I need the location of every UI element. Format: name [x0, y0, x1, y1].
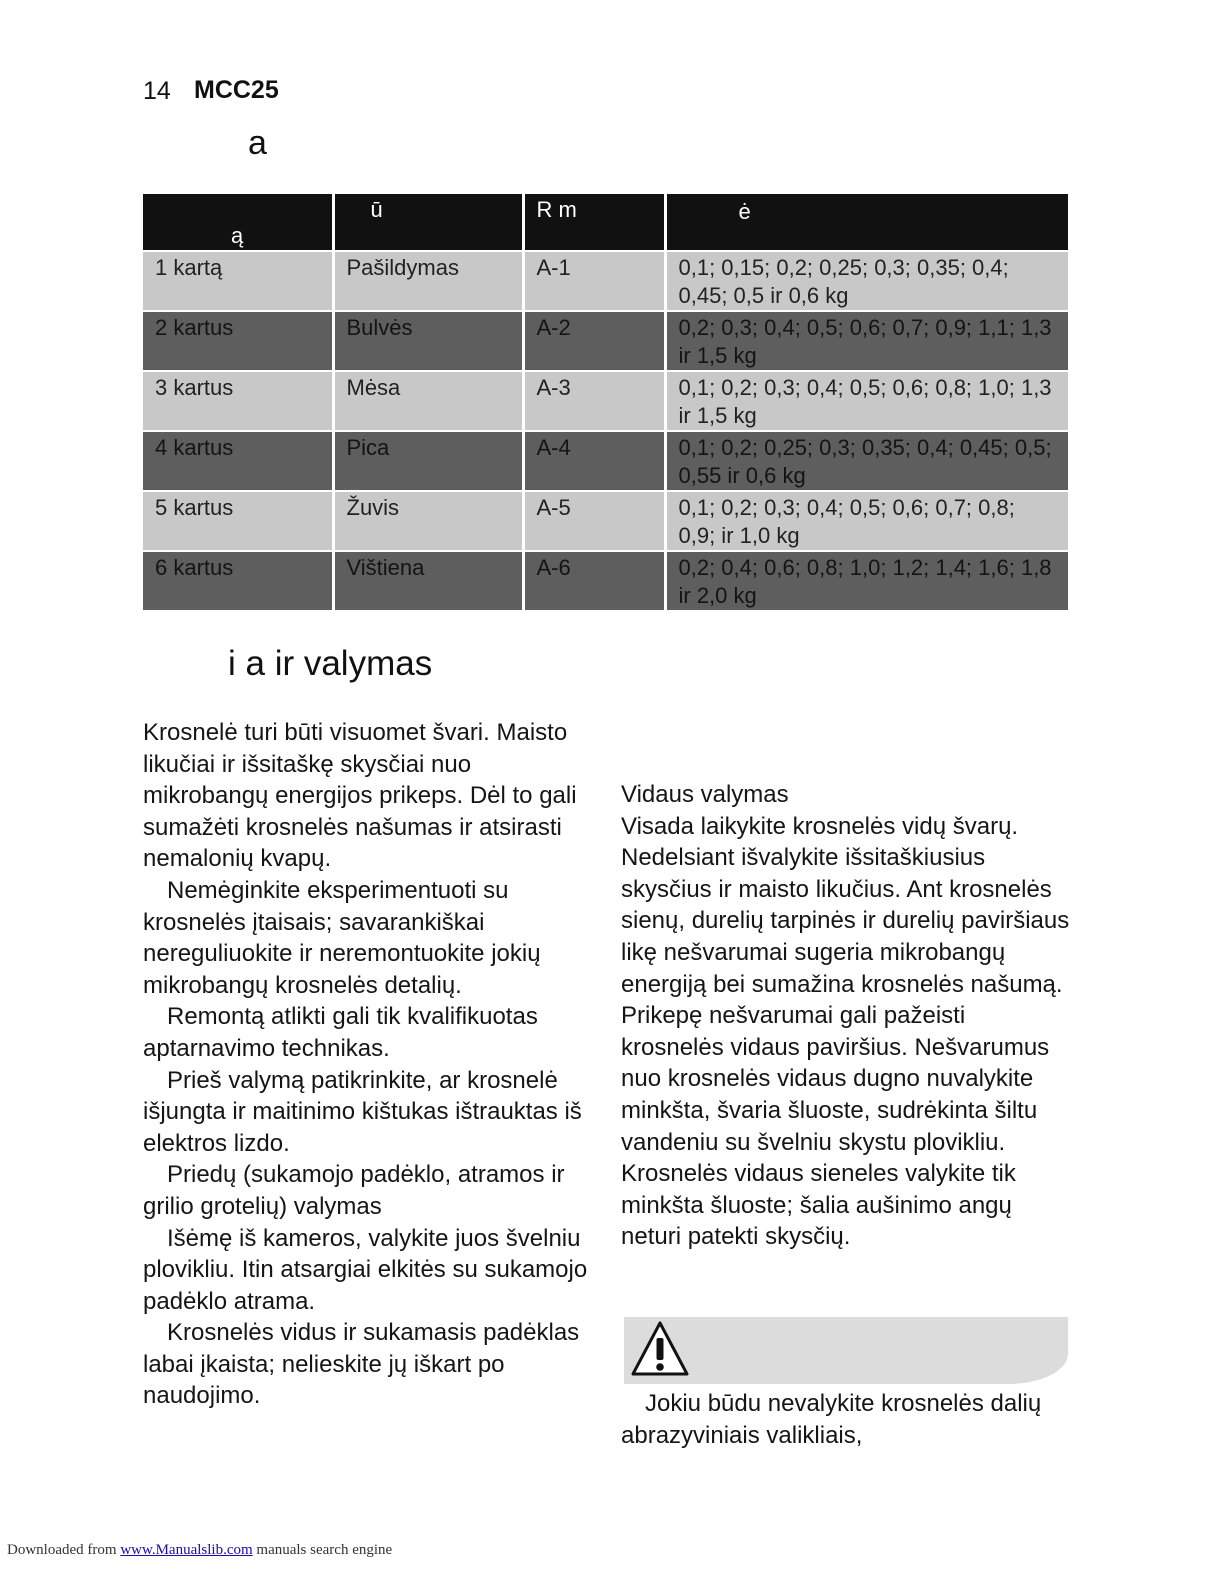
section-title-cleaning: i a ir valymas: [228, 644, 433, 683]
warning-text: [621, 1388, 1071, 1451]
page-number: 14: [143, 77, 171, 105]
footer-prefix: Downloaded from: [7, 1542, 121, 1558]
table-cell: 3 kartus: [143, 371, 333, 431]
footer-suffix: manuals search engine: [252, 1542, 393, 1558]
warning-triangle-icon: [630, 1320, 690, 1378]
subheading: Vidaus valymas: [621, 781, 789, 808]
table-row: [143, 371, 1068, 431]
table-cell: 5 kartus: [143, 491, 333, 551]
table-header-row: [143, 194, 1068, 251]
paragraph: Visada laikykite krosnelės vidų švarų. Nedelsiant išvalykite išsitaškiusius skysčius ir maisto likučius. Ant krosnelės sienų, durelių tarpinės ir durelių paviršiaus likę nešvarumai sugeria mikrobangų energiją bei sumažina krosnelės našumą. Prikepę nešvarumai gali pažeisti krosnelės vidaus paviršius. Nešvarumus nuo krosnelės vidaus dugno nuvalykite minkšta, švaria šluoste, sudrėkinta šiltu vandeniu su švelniu skystu plovikliu. Krosnelės vidaus sieneles valykite tik minkšta šluoste; šalia aušinimo angų neturi patekti skysčių.: [621, 812, 1070, 1251]
section-title-programs: a: [248, 124, 267, 162]
table-cell: 4 kartus: [143, 431, 333, 491]
warning-paragraph: Jokiu būdu nevalykite krosnelės dalių abrazyviniais valikliais,: [621, 1390, 1042, 1449]
model-name: MCC25: [194, 76, 279, 104]
table-cell: 0,2; 0,3; 0,4; 0,5; 0,6; 0,7; 0,9; 1,1; 1,3 ir 1,5 kg: [665, 311, 1068, 371]
table-row: [143, 251, 1068, 311]
table-cell: 0,1; 0,2; 0,3; 0,4; 0,5; 0,6; 0,8; 1,0; 1,3 ir 1,5 kg: [665, 371, 1068, 431]
table-cell: 0,1; 0,2; 0,3; 0,4; 0,5; 0,6; 0,7; 0,8; 0,9; ir 1,0 kg: [665, 491, 1068, 551]
table-cell: A-4: [523, 431, 665, 491]
table-cell: Pica: [333, 431, 523, 491]
table-cell: Vištiena: [333, 551, 523, 611]
paragraph: Nemėginkite eksperimentuoti su krosnelės įtaisais; savarankiškai nereguliuokite ir neremontuokite jokių mikrobangų krosnelės detalių.: [143, 876, 541, 999]
table-cell: 1 kartą: [143, 251, 333, 311]
paragraph: Prieš valymą patikrinkite, ar krosnelė išjungta ir maitinimo kištukas ištrauktas iš elektros lizdo.: [143, 1066, 582, 1157]
table-row: [143, 551, 1068, 611]
auto-program-table: [143, 194, 1068, 612]
table-cell: A-2: [523, 311, 665, 371]
table-cell: 6 kartus: [143, 551, 333, 611]
footer-link[interactable]: www.Manualslib.com: [120, 1542, 253, 1558]
left-column: [143, 717, 603, 1412]
table-cell: 0,1; 0,15; 0,2; 0,25; 0,3; 0,35; 0,4; 0,45; 0,5 ir 0,6 kg: [665, 251, 1068, 311]
paragraph: Krosnelės vidus ir sukamasis padėklas labai įkaista; nelieskite jų iškart po naudojimo.: [143, 1319, 580, 1410]
paragraph: Išėmę iš kameros, valykite juos švelniu plovikliu. Itin atsargiai elkitės su sukamojo padėklo atrama.: [143, 1224, 588, 1315]
table-row: [143, 311, 1068, 371]
table-cell: Mėsa: [333, 371, 523, 431]
table-row: [143, 491, 1068, 551]
table-row: [143, 431, 1068, 491]
table-header-cell: ū: [333, 194, 523, 251]
table-cell: A-5: [523, 491, 665, 551]
warning-banner: [624, 1317, 1068, 1384]
table-cell: A-1: [523, 251, 665, 311]
paragraph: Krosnelė turi būti visuomet švari. Maisto likučiai ir išsitaškę skysčiai nuo mikrobangų energijos prikeps. Dėl to gali sumažėti krosnelės našumas ir atsirasti nemalonių kvapų.: [143, 719, 577, 873]
table-header-cell: R m: [523, 194, 665, 251]
table-cell: 2 kartus: [143, 311, 333, 371]
table-cell: Pašildymas: [333, 251, 523, 311]
paragraph: Priedų (sukamojo padėklo, atramos ir grilio grotelių) valymas: [143, 1161, 565, 1220]
footer: [7, 1542, 392, 1559]
table-cell: Bulvės: [333, 311, 523, 371]
table-cell: 0,2; 0,4; 0,6; 0,8; 1,0; 1,2; 1,4; 1,6; 1,8 ir 2,0 kg: [665, 551, 1068, 611]
table-cell: A-6: [523, 551, 665, 611]
table-cell: Žuvis: [333, 491, 523, 551]
table-cell: 0,1; 0,2; 0,25; 0,3; 0,35; 0,4; 0,45; 0,5; 0,55 ir 0,6 kg: [665, 431, 1068, 491]
paragraph: Remontą atlikti gali tik kvalifikuotas aptarnavimo technikas.: [143, 1003, 538, 1062]
table-cell: A-3: [523, 371, 665, 431]
table-header-cell: ė: [665, 194, 1068, 251]
table-header-cell: ą: [143, 194, 333, 251]
right-column: [621, 779, 1071, 1253]
